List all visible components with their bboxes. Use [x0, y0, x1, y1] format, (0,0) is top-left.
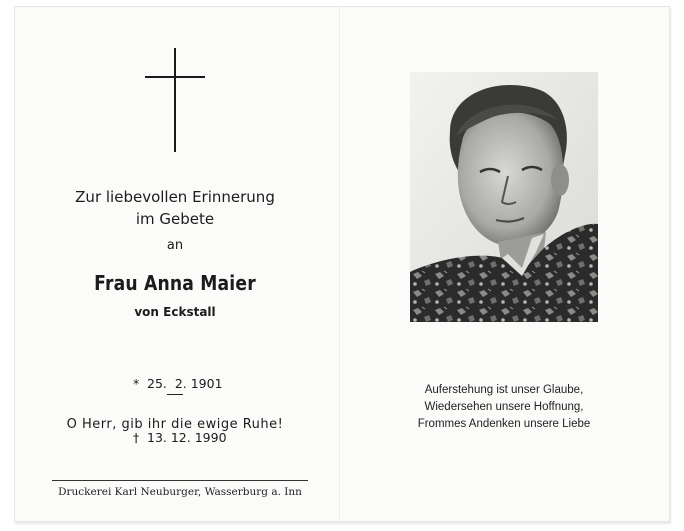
deceased-name: Frau Anna Maier — [94, 271, 256, 295]
life-dates — [133, 339, 227, 483]
dedication-an: an — [166, 238, 184, 253]
dedication-line-2: im Gebete — [135, 210, 215, 228]
dedication-text — [20, 186, 330, 230]
prayer-text: O Herr, gib ihr die ewige Ruhe! — [66, 417, 284, 432]
memorial-verse — [404, 382, 604, 433]
death-date: 13. 12. 1990 — [147, 430, 227, 445]
verse-line-3: Frommes Andenken unsere Liebe — [417, 418, 591, 430]
cross-horizontal-bar — [145, 76, 205, 78]
dedication-line-1: Zur liebevollen Erinnerung — [75, 188, 275, 206]
printer-divider — [52, 480, 308, 481]
verse-line-1: Auferstehung ist unser Glaube, — [424, 384, 584, 396]
divider — [167, 394, 183, 395]
cross-vertical-bar — [174, 48, 176, 152]
birth-symbol: * — [133, 376, 140, 391]
death-cross-symbol: † — [133, 430, 140, 445]
deceased-origin: von Eckstall — [134, 305, 216, 319]
portrait-photo — [410, 72, 598, 322]
card-fold-line — [339, 6, 340, 520]
birth-date: 25. 2. 1901 — [147, 376, 223, 391]
portrait-image — [410, 72, 598, 322]
printer-credit: Druckerei Karl Neuburger, Wasserburg a. Inn — [58, 486, 302, 498]
birth-row — [133, 375, 227, 393]
verse-line-2: Wiedersehen unsere Hoffnung, — [424, 401, 584, 413]
